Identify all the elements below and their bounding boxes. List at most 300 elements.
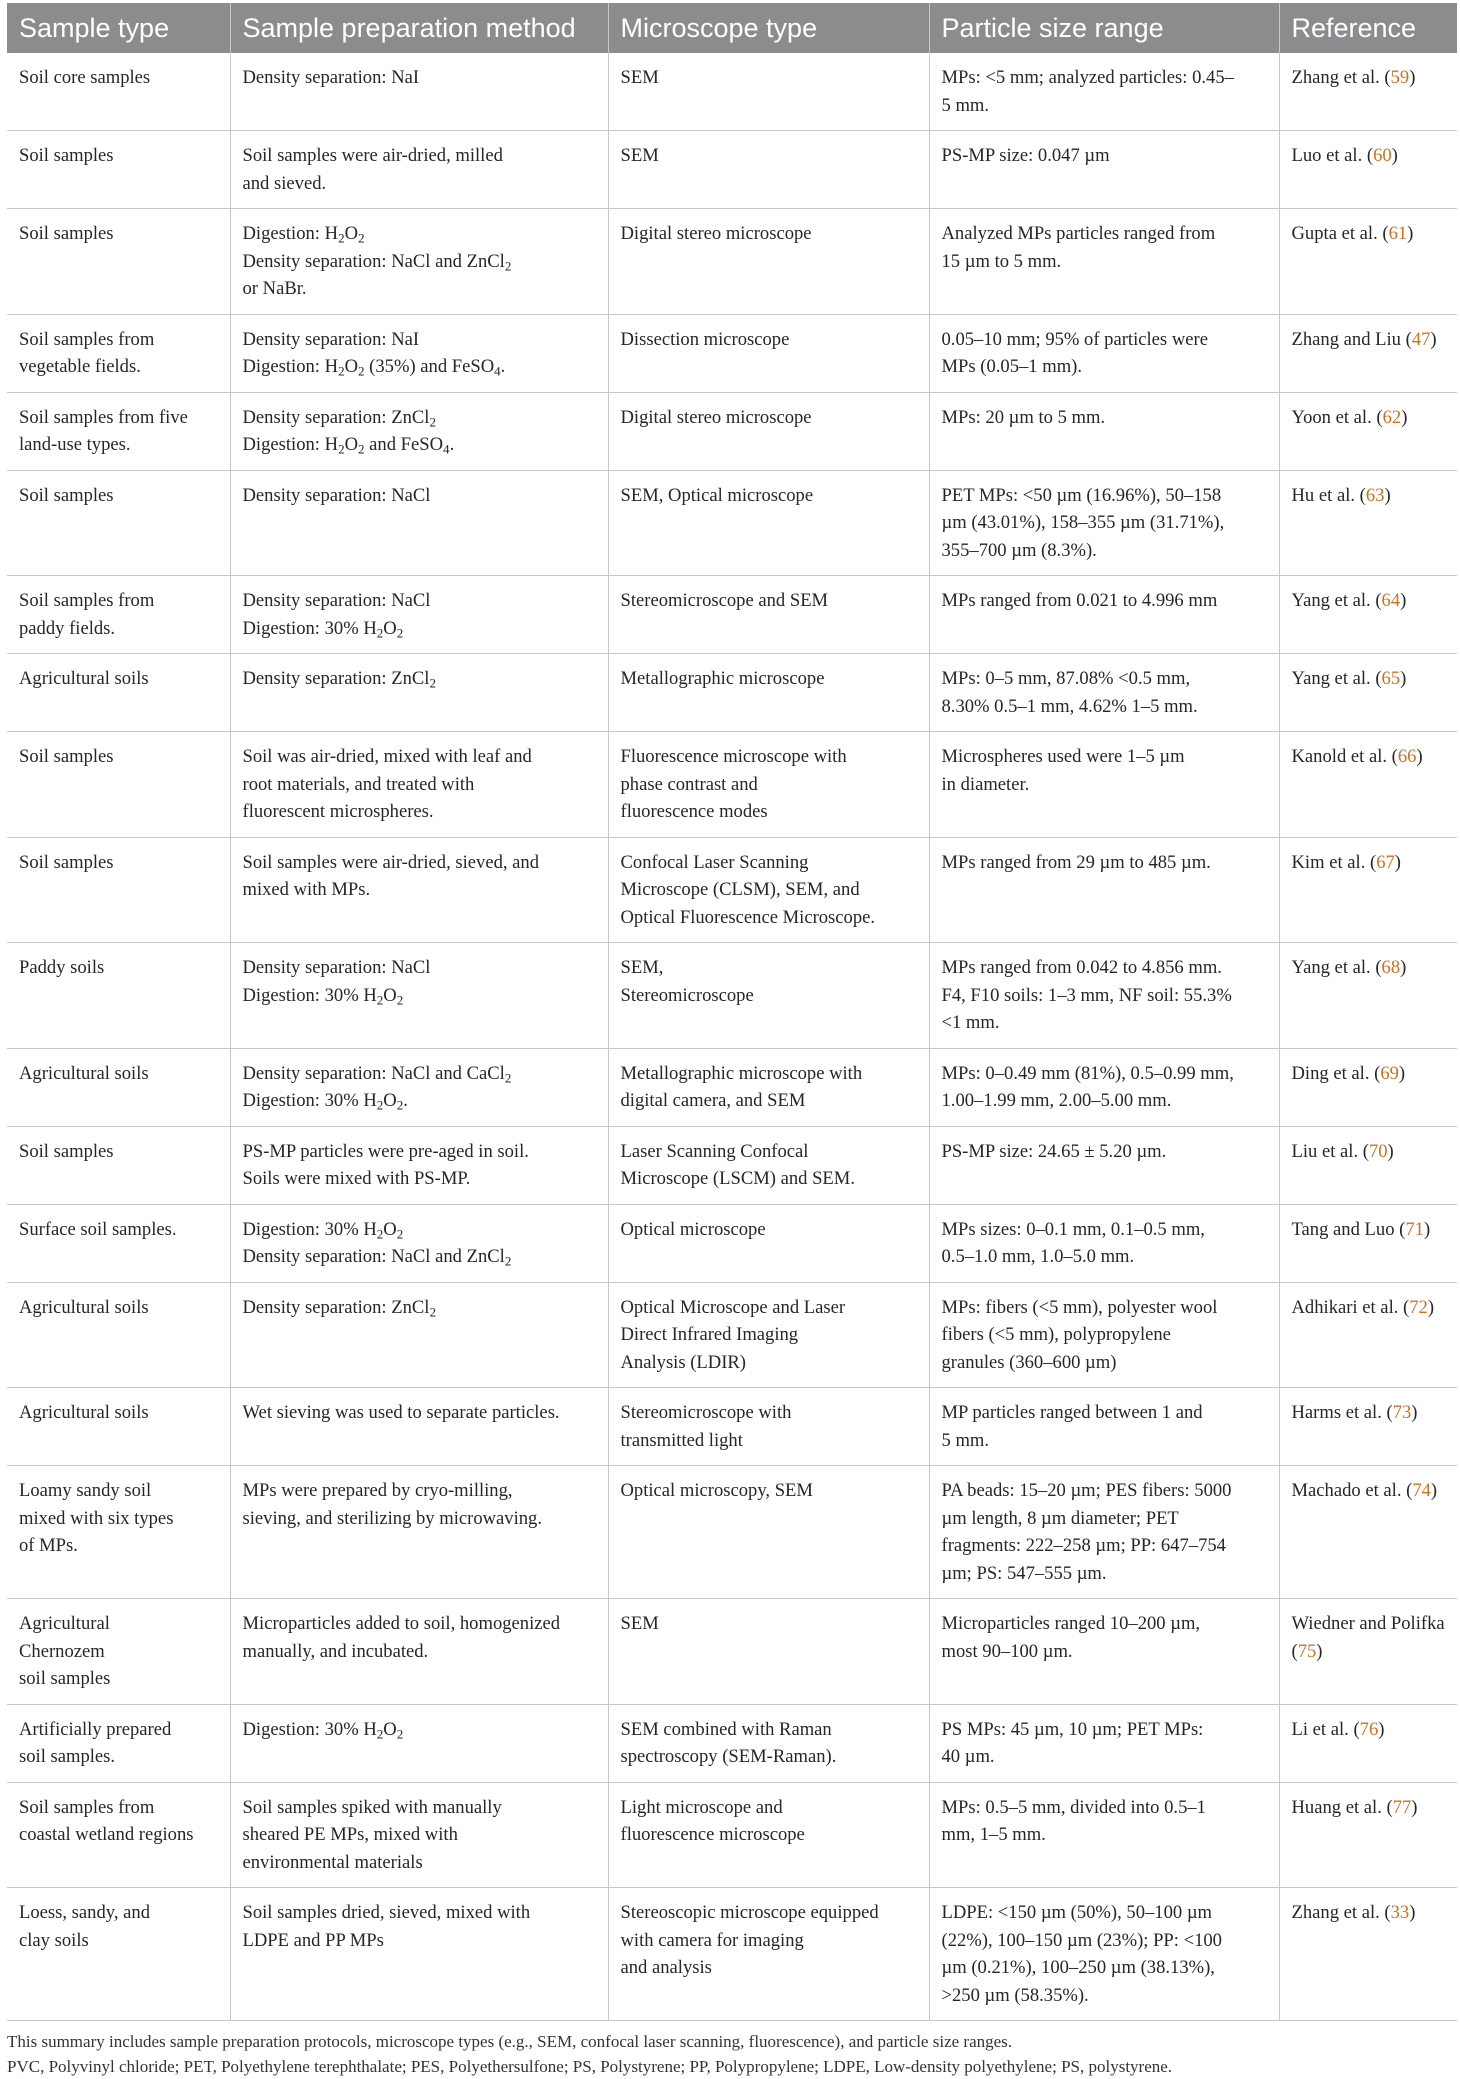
cell-particle-size-range-line: MPs: <5 mm; analyzed particles: 0.45– (941, 67, 1234, 88)
cell-microscope-type (608, 1204, 929, 1282)
cell-sample-type (7, 576, 230, 654)
table-row (7, 1388, 1457, 1466)
cell-microscope-type-line: fluorescence modes (620, 801, 768, 822)
chemical-subscript: 2 (504, 258, 512, 274)
reference-link[interactable]: 33 (1390, 1902, 1410, 1923)
cell-microscope-type-line: fluorescence microscope (620, 1824, 805, 1845)
preparation-text: O (383, 1718, 397, 1740)
cell-particle-size-range-line: <1 mm. (941, 1012, 1000, 1033)
cell-preparation-method-line (243, 1399, 596, 1427)
cell-microscope-type-line: SEM (620, 1613, 659, 1634)
reference-link[interactable]: 67 (1376, 851, 1395, 873)
preparation-text: O (344, 223, 359, 244)
cell-sample-type-line: soil samples (19, 1668, 111, 1689)
cell-particle-size-range-line: 40 µm. (941, 1746, 995, 1767)
chemical-subscript: 2 (396, 1726, 404, 1742)
cell-preparation-method-line (243, 771, 596, 799)
preparation-text: Density separation: NaCl and ZnCl (242, 1246, 505, 1267)
cell-particle-size-range-line: MPs ranged from 0.042 to 4.856 mm. (941, 957, 1222, 978)
reference-close-paren: ) (1378, 1718, 1385, 1740)
reference-author: Machado et al. ( (1291, 1480, 1413, 1501)
reference-link[interactable]: 66 (1397, 746, 1417, 767)
cell-microscope-type-line: with camera for imaging (620, 1929, 804, 1951)
cell-microscope-type-line: Stereomicroscope (620, 984, 754, 1006)
cell-sample-type (7, 470, 230, 576)
cell-sample-type (7, 1704, 230, 1782)
reference-author: Yoon et al. ( (1291, 406, 1383, 428)
table-header (7, 3, 1457, 53)
cell-preparation-method-line (243, 482, 596, 510)
reference-close-paren: ) (1398, 1062, 1406, 1084)
cell-sample-type-line: Soil samples (19, 145, 114, 166)
cell-reference (1279, 470, 1457, 576)
cell-particle-size-range-line: most 90–100 µm. (941, 1640, 1073, 1662)
preparation-text: Density separation: ZnCl (242, 406, 430, 428)
cell-microscope-type-line: Stereoscopic microscope equipped (620, 1902, 879, 1923)
preparation-text: Density separation: NaCl (242, 484, 431, 506)
reference-close-paren: ) (1407, 223, 1414, 244)
cell-sample-type (7, 1204, 230, 1282)
reference-close-paren: ) (1409, 1902, 1416, 1923)
cell-particle-size-range-line: fibers (<5 mm), polypropylene (941, 1324, 1171, 1345)
cell-sample-type (7, 943, 230, 1049)
cell-preparation-method-line (243, 1243, 596, 1271)
reference-link[interactable]: 64 (1381, 590, 1401, 611)
preparation-text: mixed with MPs. (242, 879, 371, 900)
cell-particle-size-range-line: MPs ranged from 0.021 to 4.996 mm (941, 590, 1218, 611)
footnote-abbreviations: PVC, Polyvinyl chloride; PET, Polyethylene terephthalate; PES, Polyethersulfone; PS, Polystyrene; PP, Polypropylene; LDPE, Low-density polyethylene; PS, polystyrene. (7, 2057, 1173, 2076)
cell-reference (1279, 1282, 1457, 1388)
preparation-text: and FeSO (364, 434, 444, 455)
reference-author: Tang and Luo ( (1291, 1218, 1406, 1240)
preparation-text: Density separation: NaCl and ZnCl (242, 250, 505, 272)
cell-microscope-type-line: Optical microscope (620, 1218, 766, 1240)
cell-particle-size-range-line: MPs sizes: 0–0.1 mm, 0.1–0.5 mm, (941, 1218, 1205, 1240)
cell-particle-size-range (929, 732, 1279, 838)
cell-microscope-type-line: Stereomicroscope with (620, 1402, 792, 1423)
preparation-text: Digestion: H (242, 356, 339, 377)
table-footnotes (7, 2029, 1457, 2079)
table-row (7, 392, 1457, 470)
reference-link[interactable]: 71 (1405, 1218, 1424, 1240)
cell-microscope-type-line: Digital stereo microscope (620, 223, 812, 244)
cell-sample-type-line: clay soils (19, 1929, 89, 1951)
cell-particle-size-range-line: µm length, 8 µm diameter; PET (941, 1507, 1179, 1529)
table-row (7, 654, 1457, 732)
cell-particle-size-range (929, 1048, 1279, 1126)
table-row (7, 1048, 1457, 1126)
preparation-text: Soil samples were air-dried, milled (242, 145, 503, 166)
reference-author: Gupta et al. ( (1291, 223, 1389, 244)
cell-particle-size-range (929, 314, 1279, 392)
cell-reference (1279, 1126, 1457, 1204)
cell-sample-type-line: Agricultural soils (19, 1402, 149, 1423)
preparation-text: MPs were prepared by cryo-milling, (242, 1480, 513, 1501)
reference-link[interactable]: 77 (1392, 1796, 1412, 1818)
cell-preparation-method-line (243, 275, 596, 303)
cell-preparation-method (230, 732, 608, 838)
cell-reference (1279, 392, 1457, 470)
preparation-text: Microparticles added to soil, homogenized (242, 1613, 561, 1634)
cell-particle-size-range (929, 53, 1279, 131)
reference-close-paren: ) (1411, 1402, 1418, 1423)
cell-microscope-type-line: Metallographic microscope with (620, 1062, 863, 1084)
cell-microscope-type-line: Light microscope and (620, 1796, 783, 1818)
cell-particle-size-range (929, 1782, 1279, 1888)
cell-microscope-type-line: Microscope (LSCM) and SEM. (620, 1168, 855, 1189)
reference-author: Li et al. ( (1291, 1718, 1360, 1740)
reference-close-paren: ) (1423, 1218, 1431, 1240)
chemical-subscript: 2 (338, 363, 345, 379)
cell-preparation-method-line (243, 248, 596, 276)
cell-preparation-method (230, 53, 608, 131)
cell-microscope-type-line: Direct Infrared Imaging (620, 1324, 799, 1345)
cell-sample-type (7, 654, 230, 732)
header-preparation-method: Sample preparation method (230, 3, 608, 53)
cell-preparation-method-line (243, 170, 596, 198)
cell-reference (1279, 53, 1457, 131)
cell-preparation-method (230, 1204, 608, 1282)
cell-particle-size-range-line: Analyzed MPs particles ranged from (941, 223, 1216, 244)
cell-sample-type-line: Agricultural soils (19, 668, 149, 689)
cell-microscope-type-line: phase contrast and (620, 773, 758, 795)
cell-microscope-type (608, 943, 929, 1049)
cell-microscope-type-line: Fluorescence microscope with (620, 746, 847, 767)
cell-sample-type (7, 53, 230, 131)
cell-microscope-type (608, 1126, 929, 1204)
table-row (7, 53, 1457, 131)
preparation-text: . (500, 356, 506, 377)
cell-microscope-type-line: Optical Microscope and Laser (620, 1296, 846, 1318)
reference-link[interactable]: 70 (1368, 1140, 1388, 1162)
preparation-text: O (383, 1090, 397, 1111)
cell-sample-type (7, 209, 230, 315)
preparation-text: environmental materials (242, 1851, 423, 1873)
cell-preparation-method-line (243, 142, 596, 170)
cell-microscope-type (608, 732, 929, 838)
preparation-text: Density separation: NaCl and CaCl (242, 1062, 505, 1084)
cell-microscope-type-line: Confocal Laser Scanning (620, 851, 809, 873)
table-row (7, 1204, 1457, 1282)
preparation-text: manually, and incubated. (242, 1640, 429, 1662)
preparation-text: Soil was air-dried, mixed with leaf and (242, 746, 532, 767)
table-row (7, 209, 1457, 315)
cell-preparation-method (230, 1126, 608, 1204)
cell-microscope-type-line: Optical microscopy, SEM (620, 1480, 813, 1501)
cell-preparation-method (230, 209, 608, 315)
preparation-text: Density separation: NaI (242, 67, 420, 88)
chemical-subscript: 2 (376, 992, 384, 1008)
cell-particle-size-range-line: MPs: 0–5 mm, 87.08% <0.5 mm, (941, 668, 1191, 689)
cell-sample-type (7, 1126, 230, 1204)
cell-particle-size-range (929, 1888, 1279, 2021)
cell-sample-type-line: Surface soil samples. (19, 1218, 177, 1240)
cell-microscope-type (608, 1388, 929, 1466)
preparation-text: sieving, and sterilizing by microwaving. (242, 1507, 543, 1529)
cell-preparation-method-line (243, 353, 596, 381)
reference-author: Yang et al. ( (1291, 957, 1382, 978)
cell-sample-type (7, 1282, 230, 1388)
reference-link[interactable]: 74 (1412, 1480, 1431, 1501)
table-row (7, 576, 1457, 654)
cell-microscope-type-line: SEM (620, 67, 659, 88)
preparation-text: Soil samples were air-dried, sieved, and (242, 851, 540, 873)
reference-author: Liu et al. ( (1291, 1140, 1369, 1162)
cell-particle-size-range-line: MPs: 0–0.49 mm (81%), 0.5–0.99 mm, (941, 1062, 1234, 1084)
preparation-text: Density separation: ZnCl (242, 1296, 430, 1318)
cell-microscope-type-line: SEM combined with Raman (620, 1718, 832, 1740)
preparation-text: Density separation: ZnCl (242, 668, 430, 689)
cell-particle-size-range-line: PET MPs: <50 µm (16.96%), 50–158 (941, 484, 1222, 506)
reference-close-paren: ) (1384, 484, 1391, 506)
cell-sample-type-line: of MPs. (19, 1535, 78, 1556)
cell-sample-type-line: soil samples. (19, 1746, 116, 1767)
chemical-subscript: 2 (358, 363, 365, 379)
cell-microscope-type (608, 1282, 929, 1388)
preparation-text: Density separation: NaI (242, 328, 420, 350)
reference-close-paren: ) (1430, 1480, 1438, 1501)
reference-link[interactable]: 69 (1380, 1062, 1399, 1084)
chemical-subscript: 2 (338, 230, 345, 246)
cell-sample-type (7, 1388, 230, 1466)
table-row (7, 943, 1457, 1049)
reference-link[interactable]: 76 (1359, 1718, 1379, 1740)
chemical-subscript: 2 (376, 1726, 384, 1742)
cell-particle-size-range (929, 1126, 1279, 1204)
reference-link[interactable]: 59 (1390, 67, 1410, 88)
reference-link[interactable]: 73 (1392, 1402, 1412, 1423)
reference-link[interactable]: 47 (1411, 328, 1431, 350)
table-row (7, 1599, 1457, 1705)
cell-preparation-method-line (243, 615, 596, 643)
cell-particle-size-range-line: PS-MP size: 0.047 µm (941, 145, 1110, 166)
table-container (7, 3, 1457, 2079)
chemical-subscript: 2 (376, 1226, 384, 1242)
reference-author: Ding et al. ( (1291, 1062, 1381, 1084)
cell-particle-size-range-line: F4, F10 soils: 1–3 mm, NF soil: 55.3% (941, 984, 1232, 1006)
cell-particle-size-range-line: 8.30% 0.5–1 mm, 4.62% 1–5 mm. (941, 695, 1198, 717)
cell-preparation-method-line (243, 1216, 596, 1244)
reference-link[interactable]: 65 (1381, 668, 1401, 689)
reference-link[interactable]: 75 (1297, 1640, 1317, 1662)
footnote-summary: This summary includes sample preparation protocols, microscope types (e.g., SEM, confocal laser scanning, fluorescence), and particle size ranges. (7, 2032, 1013, 2051)
cell-particle-size-range-line: granules (360–600 µm) (941, 1351, 1117, 1373)
cell-preparation-method-line (243, 1794, 596, 1822)
reference-link[interactable]: 61 (1388, 223, 1408, 244)
cell-sample-type-line: Artificially prepared (19, 1718, 172, 1740)
reference-author: Wiedner and Polifka ( (1291, 1613, 1445, 1662)
cell-preparation-method-line (243, 1716, 596, 1744)
preparation-text: Digestion: 30% H (242, 1090, 377, 1111)
cell-microscope-type-line: Digital stereo microscope (620, 406, 812, 428)
preparation-text: or NaBr. (242, 278, 307, 299)
cell-sample-type (7, 1466, 230, 1599)
cell-preparation-method (230, 1388, 608, 1466)
preparation-text: PS-MP particles were pre-aged in soil. (242, 1140, 529, 1162)
header-microscope-type: Microscope type (608, 3, 929, 53)
table-row (7, 732, 1457, 838)
cell-particle-size-range-line: PS MPs: 45 µm, 10 µm; PET MPs: (941, 1718, 1204, 1740)
cell-particle-size-range-line: MP particles ranged between 1 and (941, 1402, 1203, 1423)
reference-author: Yang et al. ( (1291, 590, 1382, 611)
cell-sample-type-line: Agricultural soils (19, 1062, 149, 1084)
table-row (7, 1782, 1457, 1888)
preparation-text: . (403, 1090, 408, 1111)
cell-sample-type-line: Soil samples (19, 223, 114, 244)
cell-microscope-type-line: Stereomicroscope and SEM (620, 590, 829, 611)
reference-link[interactable]: 60 (1373, 145, 1392, 166)
cell-sample-type-line: coastal wetland regions (19, 1824, 194, 1845)
cell-particle-size-range-line: Microparticles ranged 10–200 µm, (941, 1613, 1201, 1634)
cell-preparation-method-line (243, 665, 596, 693)
preparation-text: Soils were mixed with PS-MP. (242, 1168, 471, 1189)
preparation-text: Digestion: H (242, 434, 339, 455)
preparation-text: Density separation: NaCl (242, 590, 431, 611)
cell-particle-size-range (929, 470, 1279, 576)
cell-particle-size-range (929, 1204, 1279, 1282)
cell-preparation-method-line (243, 1294, 596, 1322)
reference-author: Yang et al. ( (1291, 668, 1382, 689)
table-row (7, 470, 1457, 576)
preparation-text: Digestion: 30% H (242, 1218, 377, 1240)
cell-particle-size-range-line: MPs (0.05–1 mm). (941, 356, 1082, 377)
cell-particle-size-range-line: MPs: 0.5–5 mm, divided into 0.5–1 (941, 1796, 1206, 1818)
reference-close-paren: ) (1430, 328, 1437, 350)
cell-preparation-method-line (243, 798, 596, 826)
reference-link[interactable]: 72 (1409, 1296, 1428, 1318)
cell-particle-size-range (929, 392, 1279, 470)
preparation-text: O (383, 617, 397, 639)
reference-close-paren: ) (1411, 1796, 1418, 1818)
cell-particle-size-range-line: 0.5–1.0 mm, 1.0–5.0 mm. (941, 1246, 1135, 1267)
cell-microscope-type (608, 654, 929, 732)
cell-preparation-method-line (243, 431, 596, 459)
cell-particle-size-range-line: PS-MP size: 24.65 ± 5.20 µm. (941, 1140, 1167, 1162)
cell-preparation-method (230, 470, 608, 576)
cell-particle-size-range (929, 1466, 1279, 1599)
cell-particle-size-range-line: LDPE: <150 µm (50%), 50–100 µm (941, 1902, 1213, 1923)
cell-particle-size-range (929, 131, 1279, 209)
reference-link[interactable]: 68 (1381, 957, 1401, 978)
cell-particle-size-range-line: Microspheres used were 1–5 µm (941, 746, 1185, 767)
cell-sample-type-line: Soil samples from (19, 590, 155, 611)
cell-reference (1279, 1782, 1457, 1888)
cell-particle-size-range (929, 209, 1279, 315)
cell-preparation-method (230, 392, 608, 470)
cell-preparation-method (230, 576, 608, 654)
preparation-text: Density separation: NaCl (242, 957, 431, 978)
cell-sample-type (7, 1048, 230, 1126)
cell-preparation-method-line (243, 1899, 596, 1927)
cell-microscope-type-line: SEM, (620, 957, 664, 978)
cell-particle-size-range (929, 576, 1279, 654)
cell-preparation-method-line (243, 587, 596, 615)
table-row (7, 131, 1457, 209)
cell-particle-size-range-line: 15 µm to 5 mm. (941, 250, 1062, 272)
cell-preparation-method-line (243, 326, 596, 354)
cell-sample-type-line: Soil samples from (19, 328, 155, 350)
cell-microscope-type (608, 1782, 929, 1888)
cell-microscope-type-line: Dissection microscope (620, 328, 790, 350)
preparation-text: Digestion: 30% H (242, 984, 377, 1006)
cell-sample-type-line: Chernozem (19, 1640, 105, 1662)
cell-preparation-method-line (243, 1821, 596, 1849)
cell-microscope-type (608, 53, 929, 131)
cell-sample-type (7, 1782, 230, 1888)
cell-particle-size-range (929, 654, 1279, 732)
chemical-subscript: 2 (338, 441, 345, 457)
chemical-subscript: 2 (429, 414, 436, 430)
header-reference: Reference (1279, 3, 1457, 53)
reference-link[interactable]: 63 (1365, 484, 1385, 506)
cell-preparation-method (230, 1599, 608, 1705)
cell-preparation-method (230, 131, 608, 209)
cell-preparation-method-line (243, 1505, 596, 1533)
cell-microscope-type-line: digital camera, and SEM (620, 1090, 806, 1111)
cell-preparation-method-line (243, 876, 596, 904)
chemical-subscript: 2 (429, 675, 436, 691)
cell-reference (1279, 131, 1457, 209)
table-row (7, 1466, 1457, 1599)
cell-reference (1279, 1204, 1457, 1282)
chemical-subscript: 2 (396, 992, 404, 1008)
reference-close-paren: ) (1409, 67, 1416, 88)
cell-reference (1279, 943, 1457, 1049)
reference-link[interactable]: 62 (1382, 406, 1402, 428)
reference-author: Hu et al. ( (1291, 484, 1366, 506)
cell-preparation-method-line (243, 1849, 596, 1877)
cell-particle-size-range (929, 837, 1279, 943)
cell-particle-size-range-line: fragments: 222–258 µm; PP: 647–754 (941, 1535, 1226, 1556)
reference-close-paren: ) (1400, 590, 1407, 611)
cell-sample-type (7, 314, 230, 392)
chemical-subscript: 2 (358, 230, 365, 246)
cell-preparation-method (230, 1888, 608, 2021)
cell-reference (1279, 1388, 1457, 1466)
cell-particle-size-range-line: 0.05–10 mm; 95% of particles were (941, 328, 1208, 350)
cell-preparation-method-line (243, 404, 596, 432)
chemical-subscript: 2 (504, 1070, 512, 1086)
cell-sample-type-line: Soil samples (19, 746, 114, 767)
cell-particle-size-range (929, 1282, 1279, 1388)
preparation-text: (35%) and FeSO (364, 356, 495, 377)
cell-particle-size-range-line: µm (0.21%), 100–250 µm (38.13%), (941, 1957, 1215, 1978)
cell-preparation-method (230, 1282, 608, 1388)
cell-sample-type (7, 837, 230, 943)
cell-sample-type-line: Agricultural (19, 1613, 110, 1634)
cell-preparation-method (230, 1704, 608, 1782)
cell-reference (1279, 1599, 1457, 1705)
cell-particle-size-range-line: MPs: fibers (<5 mm), polyester wool (941, 1296, 1218, 1318)
cell-sample-type-line: Loamy sandy soil (19, 1480, 152, 1501)
cell-preparation-method-line (243, 982, 596, 1010)
reference-author: Zhang et al. ( (1291, 67, 1391, 88)
cell-microscope-type (608, 576, 929, 654)
preparation-text: Wet sieving was used to separate particles. (242, 1402, 560, 1423)
reference-author: Kim et al. ( (1291, 851, 1377, 873)
cell-particle-size-range-line: µm; PS: 547–555 µm. (941, 1562, 1107, 1584)
chemical-subscript: 4 (494, 363, 501, 379)
header-row (7, 3, 1457, 53)
cell-sample-type-line: Soil samples (19, 484, 114, 506)
cell-microscope-type (608, 1704, 929, 1782)
reference-close-paren: ) (1316, 1640, 1323, 1662)
cell-sample-type-line: Loess, sandy, and (19, 1902, 150, 1923)
preparation-text: and sieved. (242, 172, 327, 194)
cell-particle-size-range-line: mm, 1–5 mm. (941, 1824, 1046, 1845)
cell-preparation-method (230, 837, 608, 943)
cell-sample-type-line: Soil samples from five (19, 406, 188, 428)
